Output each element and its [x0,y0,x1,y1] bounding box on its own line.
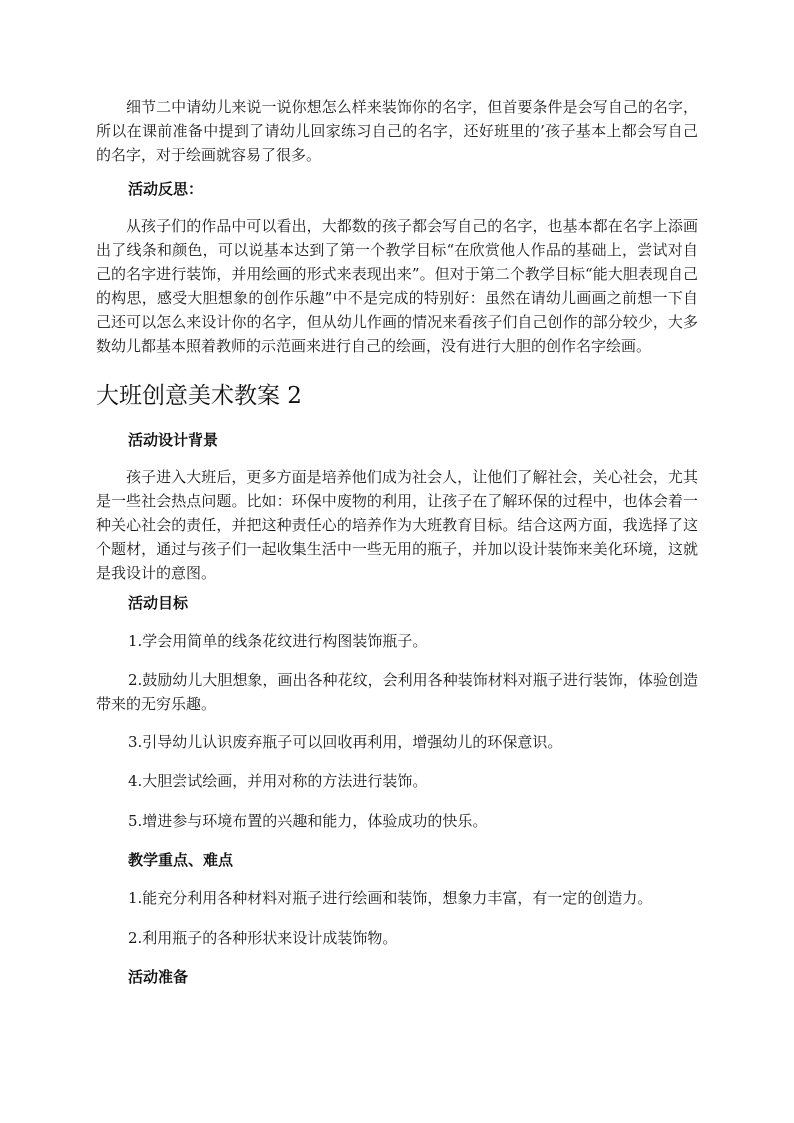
background-paragraph: 孩子进入大班后，更多方面是培养他们成为社会人，让他们了解社会，关心社会，尤其是一些社会热点问题。比如：环保中废物的利用，让孩子在了解环保的过程中，也体会着一种关心社会的责任，并把这种责任心的培养作为大班教育目标。结合这两方面，我选择了这个题材，通过与孩子们一起收集生活中一些无用的瓶子，并加以设计装饰来美化环境，这就是我设计的意图。 [96,468,698,582]
background-heading: 活动设计背景 [128,431,219,449]
goal-item: 2.鼓励幼儿大胆想象，画出各种花纹，会利用各种装饰材料对瓶子进行装饰，体验创造带来的无穷乐趣。 [96,671,698,713]
goal-item: 5.增进参与环境布置的兴趣和能力，体验成功的快乐。 [128,812,488,830]
reflection-paragraph: 从孩子们的作品中可以看出，大都数的孩子都会写自己的名字，也基本都在名字上添画出了线条和颜色，可以说基本达到了第一个教学目标“在欣赏他人作品的基础上，尝试对自己的名字进行装饰，并用绘画的形式来表现出来”。但对于第二个教学目标“能大胆表现自己的构思，感受大胆想象的创作乐趣”中不是完成的特别好：虽然在请幼儿画画之前想一下自己还可以怎么来设计你的名字，但从幼儿作画的情况来看孩子们自己创作的部分较少，大多数幼儿都基本照着教师的示范画来进行自己的绘画，没有进行大胆的创作名字绘画。 [96,217,698,355]
intro-paragraph: 细节二中请幼儿来说一说你想怎么样来装饰你的名字，但首要条件是会写自己的名字，所以在课前准备中提到了请幼儿回家练习自己的名字，还好班里的’孩子基本上都会写自己的名字，对于绘画就容易了很多。 [96,98,698,164]
goals-heading: 活动目标 [128,594,189,612]
focus-heading: 教学重点、难点 [128,851,234,869]
section-title: 大班创意美术教案 2 [96,383,302,409]
goal-item: 3.引导幼儿认识废弃瓶子可以回收再利用，增强幼儿的环保意识。 [128,733,563,751]
goal-item: 1.学会用简单的线条花纹进行构图装饰瓶子。 [128,632,428,650]
preparation-heading: 活动准备 [128,968,189,986]
focus-item: 1.能充分利用各种材料对瓶子进行绘画和装饰，想象力丰富，有一定的创造力。 [128,889,653,907]
goal-item: 4.大胆尝试绘画，并用对称的方法进行装饰。 [128,772,428,790]
focus-item: 2.利用瓶子的各种形状来设计成装饰物。 [128,929,398,947]
reflection-heading: 活动反思： [128,180,204,198]
